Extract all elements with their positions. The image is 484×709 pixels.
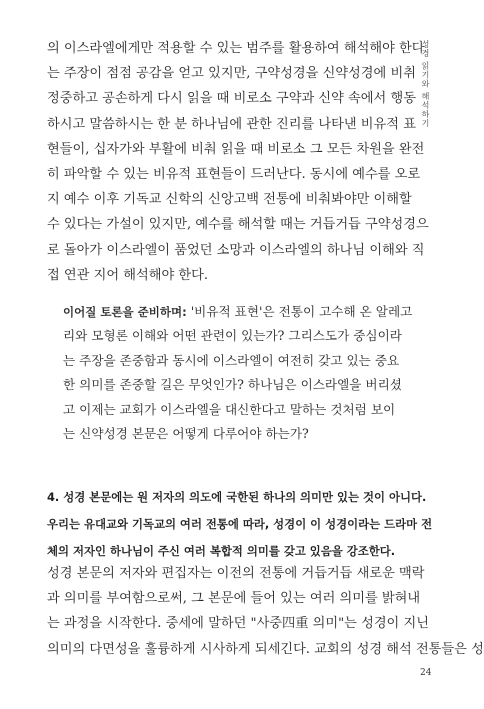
text-line: 접 연관 지어 해석해야 한다. (47, 267, 209, 283)
text-line: 한 의미를 존중할 길은 무엇인가? 하나님은 이스라엘을 버리셨 (63, 377, 402, 393)
text-line: 수 있다는 가설이 있지만, 예수를 해석할 때는 거듭거듭 구약성경으 (47, 217, 429, 233)
text-line: 고 이제는 교회가 이스라엘을 대신한다고 말하는 것처럼 보이 (63, 401, 396, 417)
text-line: 의미의 다면성을 훌륭하게 시사하게 되세긴다. 교회의 성경 해석 전통들은 성 (47, 641, 484, 657)
heading-line: 우리는 유대교와 기독교의 여러 전통에 따라, 성경이 이 성경이라는 드라마 전 (47, 517, 433, 531)
text-line: 히 파악할 수 있는 비유적 표현들이 드러난다. 동시에 예수를 오로 (47, 166, 421, 182)
discussion-lead: 이어질 토론을 준비하며: (63, 305, 187, 319)
text-line: 현들이, 십자가와 부활에 비춰 읽을 때 비로소 그 모든 차원을 완전 (47, 141, 425, 157)
text-line: 는 주장이 점점 공감을 얻고 있지만, 구약성경을 신약성경에 비취 (47, 66, 416, 82)
section-heading-4 (47, 484, 433, 565)
heading-line: 체의 저자인 하나님이 주신 여러 복합적 의미를 갖고 있음을 강조한다. (47, 544, 396, 558)
page-number: 24 (420, 668, 432, 678)
text-line: 정중하고 공손하게 다시 읽을 때 비로소 구약과 신약 속에서 행동 (47, 91, 416, 107)
discussion-first-line: '비유적 표현'은 전통이 고수해 온 알레고 (186, 304, 413, 319)
paragraph-4 (47, 561, 484, 662)
text-line: 의 이스라엘에게만 적용할 수 있는 범주를 활용하여 해석해야 한다 (47, 41, 425, 56)
heading-line: 4. 성경 본문에는 원 저자의 의도에 국한된 하나의 의미만 있는 것이 아니다. (47, 490, 427, 504)
text-line: 는 과정을 시작한다. 중세에 말하던 "사중四重 의미"는 성경이 지닌 (47, 616, 429, 632)
text-line: 리와 모형론 이해와 어떤 관련이 있는가? 그리스도가 중심이라 (63, 328, 402, 344)
text-line: 성경 본문의 저자와 편집자는 이전의 전통에 거듭거듭 새로운 맥락 (47, 566, 425, 581)
text-line: 과 의미를 부여함으로써, 그 본문에 들어 있는 여러 의미를 밝혀내 (47, 591, 421, 607)
text-line: 하시고 말씀하시는 한 분 하나님에 관한 진리를 나타낸 비유적 표 (47, 116, 416, 132)
text-line: 는 주장을 존중함과 동시에 이스라엘이 여전히 갖고 있는 중요 (63, 352, 400, 368)
text-line: 지 예수 이후 기독교 신학의 신앙고백 전통에 비춰봐야만 이해할 (47, 192, 412, 208)
text-line: 로 돌아가 이스라엘이 품었던 소망과 이스라엘의 하나님 이해와 직 (47, 242, 425, 258)
running-header: 성경 읽기와 해석하기 (421, 40, 430, 129)
text-line: 는 신약성경 본문은 어떻게 다루어야 하는가? (63, 425, 309, 441)
text-line (63, 300, 413, 324)
discussion-prompt (63, 300, 413, 446)
